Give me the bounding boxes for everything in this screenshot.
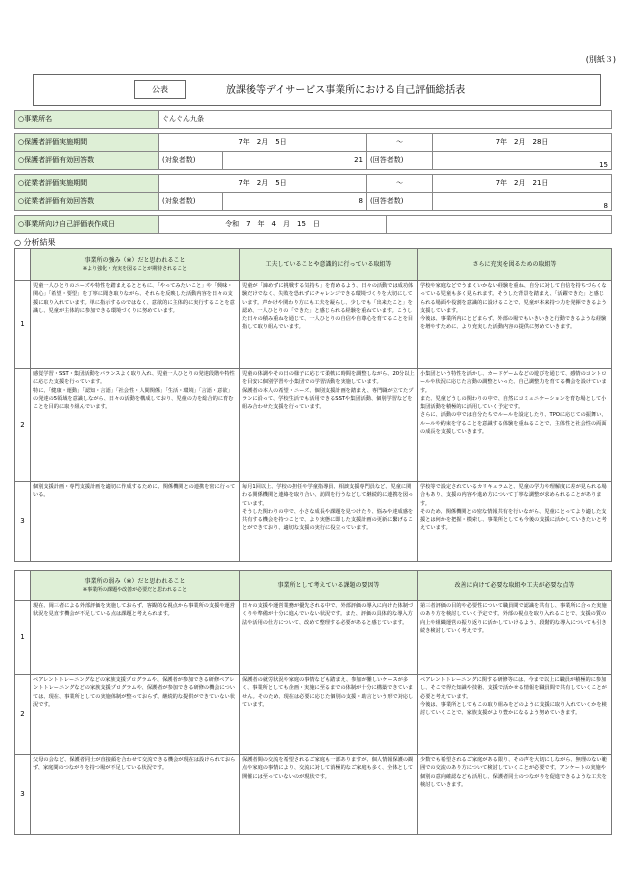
facility-label: ○事業所名 — [15, 111, 159, 129]
guardian-count-label: ○保護者評価有効回答数 — [15, 152, 159, 170]
strength-text: 個別支援計画・専門支援計画を適切に作成するために、関係機関との連携を密に行っている。 — [31, 482, 240, 562]
weaknesses-table — [14, 570, 612, 835]
guardian-count-row — [15, 152, 612, 170]
cause-text: 保護者の就労状況や家庭の事情なども踏まえ、参加が難しいケースが多く、事業所としても企画・実施に至るまでの体制が十分に構築できていません。そのため、現在は必要に応じた個別の支援・助言という形で対応しています。 — [240, 675, 418, 755]
staff-count-row — [15, 193, 612, 211]
facility-row — [15, 111, 612, 129]
strengths-col1-header: 事業所の強み（※）だと思われること ※より強化・充実を図ることが期待されること — [31, 249, 240, 281]
staff-period-label: ○従業者評価実施期間 — [15, 175, 159, 193]
header-blank — [15, 571, 31, 601]
strengths-col3-header: さらに充実を図るための取組等 — [418, 249, 612, 281]
analysis-title: ○ 分析結果 — [14, 238, 56, 247]
staff-count-label: ○従業者評価有効回答数 — [15, 193, 159, 211]
staff-period-start: 7年 2月 5日 — [159, 175, 367, 193]
improvement-text: ペアレントトレーニングに関する研修等には、今まで以上に職員が積極的に参加し、そこで得た知識や技術、支援で活かせる情報を職員間で共有していくことが必要と考えています。 今後は、事業所としてもこの取り組みをどのように支援に取り入れていくかを検討していくことで、家族支援がより豊かになるよう努めていきます。 — [418, 675, 612, 755]
weaknesses-col2-header: 事業所として考えている課題の要因等 — [240, 571, 418, 601]
enhancement-text: 小集団という特性を活かし、カードゲームなどの遊びを通じて、感情のコントロールや状況に応じた言動の調整といった、自己調整力を育てる機会を設けています。 また、児童どうしの関わりの中で、自然にコミュニケーションを育む場として小集団活動を積極的に活用していく予定です。 さらに、活動の中では自分たちでルールを設定したり、TPOに応じての振舞い、ルールや約束を守ることを意識する体験を重ねることで、主体性と社会性の両面の成長を支援していきます。 — [418, 369, 612, 482]
title-box — [33, 74, 601, 106]
cause-text: 保護者間の交流を希望されるご家庭も一部ありますが、個人情報保護の観点や家庭の事情により、交流に対して消極的なご家庭も多く、全体として開催には至っていないのが現状です。 — [240, 755, 418, 835]
strength-text: 感覚学習・SST・集団活動をバランスよく取り入れ、児童一人ひとりの発達段階や特性に応じた支援を行っています。 特に、「健康・運動」「認知・言語」「社会性・人間関係」「生活・環境」「言語・意欲」の発達の5領域を意識しながら、日々の活動を構成しており、児童の力を総合的に育むことを目的に取り組んでいます。 — [31, 369, 240, 482]
weakness-text: ペアレントトレーニングなどの家族支援プログラムや、保護者が参加できる研修ペアレントトレーニングなどの家族支援プログラムや、保護者が参加できる研修の機会については、現在、事業所としての実施体制が整っておらず、継続的な提供ができていない状況です。 — [31, 675, 240, 755]
row-number: 3 — [15, 755, 31, 835]
table-row — [15, 755, 612, 835]
page-title: 放課後等デイサービス事業所における自己評価総括表 — [226, 85, 466, 96]
header-blank — [15, 249, 31, 281]
enhancement-text: 学校や家庭などでうまくいかない経験を重ね、自分に対して自信を持ちづらくなっている児童も多く見られます。そうした背景を踏まえ、「活躍できた」と感じられる場面や役割を意識的に設けることで、児童が本来持つ力を発揮できるよう支援しています。 今後は、事業所内にとどまらず、外部の場でもいきいきと行動できるような経験を増やすために、より充実した活動内容の提供に努めていきます。 — [418, 281, 612, 369]
staff-responses-value: 8 — [433, 193, 612, 211]
effort-text: 毎月1回以上、学校の担任や学童指導員、相談支援専門員など、児童に関わる関係機関と連絡を取り合い、訪問を行うなどして継続的に連携を図っています。 そうした関わりの中で、小さな成長や課題を見つけたり、悩みや達成感を共有する機会を持つことで、より実態に即した支援計画の更新に繋げることができており、適切な支援の実行に役立っています。 — [240, 482, 418, 562]
strengths-header-row — [15, 249, 612, 281]
appendix-label: (別紙３) — [585, 55, 616, 64]
strength-text: 児童一人ひとりのニーズや特性を踏まえるとともに、「やってみたいこと」や「興味・関心」「希望・要望」を丁寧に聞き取りながら、それらを反映した活動内容を日々の支援に取り入れています。単に指示するのではなく、意欲的に主体的に実行することを意識し、児童が主体的に参加できる環境づくりに努めています。 — [31, 281, 240, 369]
table-row — [15, 482, 612, 562]
cause-text: 日々の支援や運営業務が優先される中で、外部評価の導入に向けた体制づくりや準備が十分に進んでいない状況です。また、評価の具体的な導入方法や活用の仕方について、改めて整理する必要があると感じています。 — [240, 601, 418, 675]
weaknesses-col3-header: 改善に向けて必要な取組や工夫が必要な点等 — [418, 571, 612, 601]
publication-tag: 公表 — [134, 80, 186, 99]
row-number: 3 — [15, 482, 31, 562]
enhancement-text: 学校等で設定されているカリキュラムと、児童の学力や理解度に差が見られる場合もあり、支援の内容や進め方について丁寧な調整が求められることがあります。 そのため、関係機関との密な情報共有を行いながら、児童にとってより適した支援とは何かを把握・模索し、事業所としても今後の支援に活かしていきたいと考えています。 — [418, 482, 612, 562]
staff-period-tilde: ～ — [367, 175, 433, 193]
strengths-table — [14, 248, 612, 562]
guardian-responses-label: (回答者数) — [367, 152, 433, 170]
staff-period-row — [15, 175, 612, 193]
staff-responses-label: (回答者数) — [367, 193, 433, 211]
staff-subjects-label: (対象者数) — [159, 193, 223, 211]
row-number: 1 — [15, 601, 31, 675]
staff-period-end: 7年 2月 21日 — [433, 175, 612, 193]
row-number: 2 — [15, 369, 31, 482]
guardian-period-start: 7年 2月 5日 — [159, 134, 367, 152]
guardian-period-end: 7年 2月 28日 — [433, 134, 612, 152]
guardian-period-label: ○保護者評価実施期間 — [15, 134, 159, 152]
facility-name: ぐんぐん九条 — [159, 111, 612, 129]
table-row — [15, 281, 612, 369]
improvement-text: 少数でも希望されるご家庭がある限り、その声を大切にしながら、無理のない範囲での交流のあり方について検討していくことが必要です。アンケートの実施や個別の意向確認なども活用し、保護者同士のつながりを促進できるような工夫を検討していきます。 — [418, 755, 612, 835]
guardian-subjects-label: (対象者数) — [159, 152, 223, 170]
guardian-period-row — [15, 134, 612, 152]
weakness-text: 父母の会など、保護者同士が直接顔を合わせて交流できる機会が現在は設けられておらず、家庭間のつながりを持つ場が不足している状況です。 — [31, 755, 240, 835]
strengths-col2-header: 工夫していることや意識的に行っている取組等 — [240, 249, 418, 281]
table-row — [15, 675, 612, 755]
weakness-text: 現在、岡三者による外部評価を実施しておらず、客観的な視点から事業所の支援や運営状況を見直す機会が不足している点は課題と考えられます。 — [31, 601, 240, 675]
effort-text: 児童の体調やその日の様子に応じて柔軟に時間を調整しながら、20分以上を目安に個別学習や小集団での学習活動を実施しています。 保護者の本人の希望・ニーズ、個別支援計画を踏まえ、専門職が立てたプランに沿って、学校生活でも活用できるSSTや集団活動、個別学習などを組み合わせた支援を行っています。 — [240, 369, 418, 482]
table-row — [15, 369, 612, 482]
staff-subjects-value: 8 — [223, 193, 367, 211]
row-number: 1 — [15, 281, 31, 369]
table-row — [15, 601, 612, 675]
guardian-subjects-value: 21 — [223, 152, 367, 170]
summary-date-value: 令和 7 年 4 月 15 日 — [159, 216, 387, 234]
effort-text: 児童が「諦めずに挑戦する気持ち」を育めるよう、日々の活動では成功体験だけでなく、失敗を恐れずにチャレンジできる環境づくりを大切にしています。声かけや関わり方にも工夫を凝らし、少しでも「出来たこと」を認め、一人ひとりの「できた」と感じられる経験を重ねています。こうした日々の積み重ねを通じて、一人ひとりの自信や自尊心を育てることを目指して取り組んでいます。 — [240, 281, 418, 369]
row-number: 2 — [15, 675, 31, 755]
weaknesses-header-row — [15, 571, 612, 601]
summary-date-row — [15, 216, 612, 234]
guardian-responses-value: 15 — [433, 152, 612, 170]
summary-date-label: ○事業所向け自己評価表作成日 — [15, 216, 159, 234]
improvement-text: 第三者評価の目的や必要性について職員間で認識を共有し、事業所に合った実施のあり方を検討していく予定です。外部の視点を取り入れることで、支援の質の向上や組織運営の振り返りに活かしていけるよう、段階的な導入についても引き続き検討していく考えです。 — [418, 601, 612, 675]
guardian-period-tilde: ～ — [367, 134, 433, 152]
info-table — [14, 110, 612, 234]
summary-date-blank — [387, 216, 612, 234]
weaknesses-col1-header: 事業所の弱み（※）だと思われること ※事業所の課題や改善が必要だと思われること — [31, 571, 240, 601]
